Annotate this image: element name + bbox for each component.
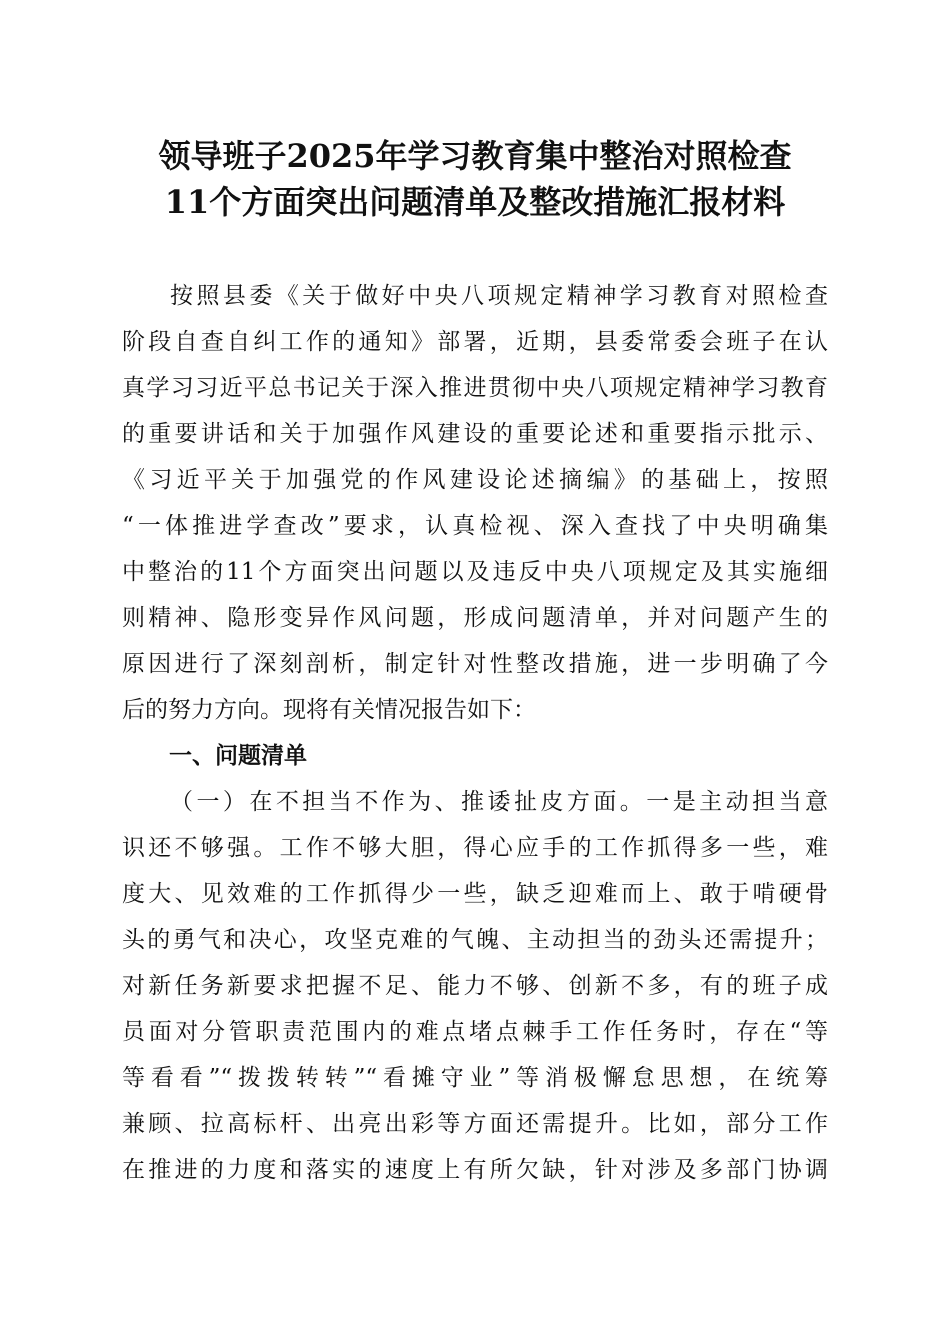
section-line: 在推进的力度和落实的速度上有所欠缺，针对涉及多部门协调 [122, 1157, 828, 1183]
section-line: 头的勇气和决心，攻坚克难的气魄、主动担当的劲头还需提升； [122, 927, 828, 953]
section-heading: 一、问题清单 [169, 743, 307, 769]
intro-line: 《习近平关于加强党的作风建设论述摘编》的基础上，按照 [122, 467, 828, 493]
intro-line: 的重要讲话和关于加强作风建设的重要论述和重要指示批示、 [122, 421, 828, 447]
intro-line: 真学习习近平总书记关于深入推进贯彻中央八项规定精神学习教育 [122, 375, 828, 401]
section-line: （一）在不担当不作为、推诿扯皮方面。一是主动担当意 [170, 789, 828, 815]
intro-line: 原因进行了深刻剖析，制定针对性整改措施，进一步明确了今 [122, 651, 828, 677]
section-line: 对新任务新要求把握不足、能力不够、创新不多，有的班子成 [122, 973, 828, 999]
intro-line: 后的努力方向。现将有关情况报告如下： [122, 697, 536, 723]
section-line: 兼顾、拉高标杆、出亮出彩等方面还需提升。比如，部分工作 [122, 1111, 828, 1137]
section-line: 员面对分管职责范围内的难点堵点棘手工作任务时，存在“等 [122, 1019, 828, 1045]
section-line: 度大、见效难的工作抓得少一些，缺乏迎难而上、敢于啃硬骨 [122, 881, 828, 907]
intro-line: 阶段自查自纠工作的通知》部署，近期，县委常委会班子在认 [122, 329, 828, 355]
intro-line: 中整治的11个方面突出问题以及违反中央八项规定及其实施细 [122, 559, 828, 585]
document-title-line-1: 领导班子2025年学习教育集中整治对照检查 [158, 137, 792, 175]
document-title-line-2: 11个方面突出问题清单及整改措施汇报材料 [164, 183, 786, 221]
section-line: 等看看”“拨拨转转”“看摊守业”等消极懈怠思想，在统筹 [122, 1065, 828, 1091]
intro-line: 按照县委《关于做好中央八项规定精神学习教育对照检查 [170, 283, 828, 309]
section-line: 识还不够强。工作不够大胆，得心应手的工作抓得多一些，难 [122, 835, 828, 861]
intro-line: 则精神、隐形变异作风问题，形成问题清单，并对问题产生的 [122, 605, 828, 631]
intro-line: “一体推进学查改”要求，认真检视、深入查找了中央明确集 [122, 513, 828, 539]
